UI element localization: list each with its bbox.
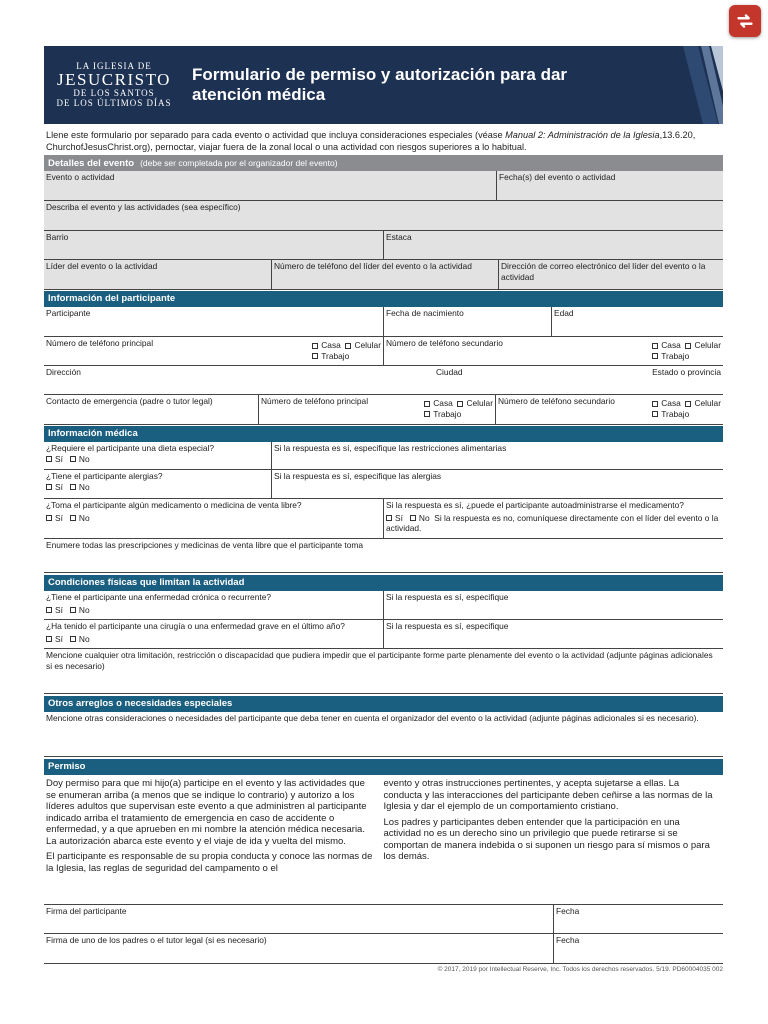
chronic-row	[44, 591, 723, 620]
event-label: Evento o actividad	[46, 172, 115, 182]
emergency-primary-cell-checkbox[interactable]	[457, 398, 493, 408]
event-dates-field[interactable]	[496, 171, 723, 200]
opt-cell-label: Celular	[466, 398, 493, 408]
ward-label: Barrio	[46, 232, 69, 242]
describe-field[interactable]	[44, 201, 723, 230]
participant-signature-row	[44, 904, 723, 934]
prescriptions-label: Enumere todas las prescripciones y medicinas de venta libre que el participante toma	[46, 540, 364, 550]
diet-options	[46, 454, 269, 465]
chronic-detail-label: Si la respuesta es sí, especifique	[386, 592, 509, 602]
event-field[interactable]	[44, 171, 496, 200]
leader-row	[44, 260, 723, 290]
opt-work-label: Trabajo	[321, 350, 350, 361]
participant-label: Participante	[46, 308, 91, 318]
yes-label: Sí	[395, 512, 403, 523]
event-subheading: (debe ser completada por el organizador del evento)	[140, 158, 338, 168]
primary-phone-field[interactable]	[44, 337, 383, 365]
prescriptions-field[interactable]	[44, 539, 723, 572]
yes-label: Sí	[55, 633, 63, 644]
describe-label: Describa el evento y las actividades (sea específico)	[46, 202, 241, 212]
surgery-options	[46, 634, 381, 645]
header-banner	[44, 46, 723, 124]
medical-heading: Información médica	[48, 428, 138, 439]
opt-cell-label: Celular	[694, 340, 721, 350]
church-logo	[44, 62, 184, 108]
copyright-footer: © 2017, 2019 por Intellectual Reserve, Inc. Todos los derechos reservados. 5/19. PD60004035 002	[437, 966, 723, 973]
chronic-question-text: ¿Tiene el participante una enfermedad crónica o recurrente?	[46, 592, 272, 602]
participant-row	[44, 307, 723, 337]
otc-detail-label: Si la respuesta es sí, ¿puede el participante autoadministrarse el medicamento?	[386, 500, 684, 510]
special-field[interactable]	[44, 712, 723, 756]
allergy-yes-checkbox[interactable]	[46, 482, 63, 492]
yes-label: Sí	[55, 604, 63, 615]
otc-question-text: ¿Toma el participante algún medicamento o medicina de venta libre?	[46, 500, 302, 510]
diet-row	[44, 442, 723, 470]
yes-label: Sí	[55, 512, 63, 523]
intro-text	[44, 124, 723, 155]
banner-stripes	[663, 46, 723, 124]
diet-yes-checkbox[interactable]	[46, 454, 63, 464]
leader-field[interactable]	[44, 260, 271, 289]
permission-p4: Los padres y participantes deben entender que la participación en una actividad no es un derecho sino un privilegio que puede retirarse si se comportan de manera indebida o si suponen un riesgo para sí mismos o para los demás.	[383, 816, 710, 862]
section-medical	[44, 426, 723, 442]
stake-field[interactable]	[383, 231, 723, 259]
logo-line-1: LA IGLESIA DE	[76, 60, 152, 71]
otc-self-options	[386, 513, 721, 534]
limits-row	[44, 649, 723, 694]
yes-label: Sí	[55, 481, 63, 492]
special-heading: Otros arreglos o necesidades especiales	[48, 698, 233, 709]
permission-text	[44, 775, 723, 904]
opt-home-label: Casa	[321, 340, 341, 350]
secondary-phone-field[interactable]	[383, 337, 723, 365]
emergency-secondary-label: Número de teléfono secundario	[498, 396, 615, 406]
logo-line-4: DE LOS ÚLTIMOS DÍAS	[56, 97, 172, 108]
permission-col-left	[46, 778, 384, 904]
leader-label: Líder del evento o la actividad	[46, 261, 158, 271]
no-label: No	[78, 512, 90, 523]
logo-line-2: JESUCRISTO	[57, 70, 171, 90]
surgery-row	[44, 620, 723, 649]
age-field[interactable]	[551, 307, 723, 336]
otc-no-checkbox[interactable]	[70, 513, 90, 523]
parent-date-field[interactable]	[553, 934, 723, 963]
event-heading: Detalles del evento	[48, 158, 135, 169]
opt-work-label: Trabajo	[433, 408, 462, 419]
participant-field[interactable]	[44, 307, 383, 336]
surgery-detail-field[interactable]	[383, 620, 723, 648]
participant-heading: Información del participante	[48, 293, 176, 304]
primary-phone-options	[312, 338, 381, 364]
address-field[interactable]	[44, 366, 434, 394]
diet-detail-field[interactable]	[271, 442, 723, 469]
parent-signature-field[interactable]	[44, 934, 553, 963]
participant-date-label: Fecha	[556, 906, 580, 916]
secondary-cell-checkbox[interactable]	[685, 340, 721, 350]
otc-options	[46, 513, 381, 524]
otc-no-note: Si la respuesta es no, comuníquese directamente con el líder del evento o la actividad.	[386, 512, 719, 533]
age-label: Edad	[554, 308, 574, 318]
special-text: Mencione otras consideraciones o necesidades del participante que deba tener en cuenta el organizador del evento o la actividad (adjunte páginas adicionales si es necesario).	[46, 713, 699, 723]
emergency-secondary-home-checkbox[interactable]	[652, 398, 681, 408]
permission-heading: Permiso	[48, 761, 86, 772]
address-row	[44, 366, 723, 395]
ward-field[interactable]	[44, 231, 383, 259]
participant-signature-field[interactable]	[44, 905, 553, 933]
physical-heading: Condiciones físicas que limitan la actividad	[48, 577, 245, 588]
parent-signature-row	[44, 934, 723, 964]
allergy-question	[44, 470, 271, 498]
city-label: Ciudad	[436, 367, 463, 377]
chronic-no-checkbox[interactable]	[70, 605, 90, 615]
opt-home-label: Casa	[433, 398, 453, 408]
emergency-label: Contacto de emergencia (padre o tutor legal)	[46, 396, 213, 406]
allergy-row	[44, 470, 723, 499]
limits-field[interactable]	[44, 649, 723, 693]
emergency-primary-home-checkbox[interactable]	[424, 398, 453, 408]
diet-detail-label: Si la respuesta es sí, especifique las restricciones alimentarias	[274, 443, 507, 453]
otc-self-yes-checkbox[interactable]	[386, 513, 403, 523]
event-row	[44, 171, 723, 201]
surgery-detail-label: Si la respuesta es sí, especifique	[386, 621, 509, 631]
leader-phone-field[interactable]	[271, 260, 498, 289]
otc-detail-field[interactable]	[383, 499, 723, 538]
parent-date-label: Fecha	[556, 935, 580, 945]
chronic-question	[44, 591, 383, 619]
city-field[interactable]	[434, 366, 584, 394]
dob-field[interactable]	[383, 307, 551, 336]
surgery-yes-checkbox[interactable]	[46, 634, 63, 644]
section-permission	[44, 759, 723, 775]
no-label: No	[78, 604, 90, 615]
section-event-details	[44, 155, 723, 171]
state-label: Estado o provincia	[652, 367, 721, 377]
allergy-detail-label: Si la respuesta es sí, especifique las alergias	[274, 471, 442, 481]
opt-home-label: Casa	[661, 398, 681, 408]
emergency-primary-options	[424, 396, 493, 423]
allergy-no-checkbox[interactable]	[70, 482, 90, 492]
secondary-phone-label: Número de teléfono secundario	[386, 338, 503, 348]
yes-label: Sí	[55, 453, 63, 464]
emergency-primary-field[interactable]	[258, 395, 495, 424]
secondary-phone-options	[652, 338, 721, 364]
opt-home-label: Casa	[661, 340, 681, 350]
no-label: No	[418, 512, 430, 523]
state-field[interactable]	[584, 366, 723, 394]
describe-row	[44, 201, 723, 231]
surgery-no-checkbox[interactable]	[70, 634, 90, 644]
otc-question	[44, 499, 383, 538]
intro-part1: Llene este formulario por separado para cada evento o actividad que incluya consideraciones especiales (véase	[46, 130, 506, 140]
allergy-question-text: ¿Tiene el participante alergias?	[46, 471, 163, 481]
allergy-options	[46, 482, 269, 493]
otc-yes-checkbox[interactable]	[46, 513, 63, 523]
diet-no-checkbox[interactable]	[70, 454, 90, 464]
intro-manual: Manual 2: Administración de la Iglesia	[505, 130, 660, 140]
primary-phone-label: Número de teléfono principal	[46, 338, 154, 348]
diet-question	[44, 442, 271, 469]
participant-signature-label: Firma del participante	[46, 906, 127, 916]
logo-line-3: DE LOS SANTOS	[73, 88, 155, 99]
section-special	[44, 696, 723, 712]
opt-cell-label: Celular	[354, 340, 381, 350]
leader-email-label: Dirección de correo electrónico del líder del evento o la actividad	[501, 261, 706, 282]
section-physical	[44, 575, 723, 591]
diet-question-text: ¿Requiere el participante una dieta especial?	[46, 443, 215, 453]
otc-row	[44, 499, 723, 539]
dob-label: Fecha de nacimiento	[386, 308, 464, 318]
no-label: No	[78, 453, 90, 464]
ward-row	[44, 231, 723, 260]
emergency-secondary-cell-checkbox[interactable]	[685, 398, 721, 408]
permission-p1: Doy permiso para que mi hijo(a) participe en el evento y las actividades que se enumeran arriba (a menos que se indique lo contrario) y autorizo a los líderes adultos que supervisan este evento a que administren al participante indicado arriba el tratamiento de emergencia en caso de accidente o enfermedad, y a que aprueben en mi nombre la atención médica necesaria. La autorización abarca este evento y el viaje de ida y vuelta del mismo.	[46, 778, 367, 847]
primary-home-checkbox[interactable]	[312, 340, 341, 350]
opt-work-label: Trabajo	[661, 408, 690, 419]
permission-p3: evento y otras instrucciones pertinentes, y acepta sujetarse a ellas. La conducta y las interacciones del participante deben ceñirse a las normas de la Iglesia y dar el ejemplo de un comportamiento cristiano.	[383, 778, 713, 812]
leader-phone-label: Número de teléfono del líder del evento o la actividad	[274, 261, 472, 271]
chronic-detail-field[interactable]	[383, 591, 723, 619]
emergency-secondary-field[interactable]	[495, 395, 723, 424]
primary-cell-checkbox[interactable]	[345, 340, 381, 350]
participant-date-field[interactable]	[553, 905, 723, 933]
chronic-options	[46, 605, 381, 616]
surgery-question-text: ¿Ha tenido el participante una cirugía o una enfermedad grave en el último año?	[46, 621, 345, 631]
emergency-primary-work-checkbox[interactable]	[424, 409, 461, 419]
emergency-row	[44, 395, 723, 425]
swap-icon[interactable]	[729, 5, 761, 37]
opt-work-label: Trabajo	[661, 350, 690, 361]
emergency-primary-label: Número de teléfono principal	[261, 396, 369, 406]
chronic-yes-checkbox[interactable]	[46, 605, 63, 615]
parent-signature-label: Firma de uno de los padres o el tutor legal (si es necesario)	[46, 935, 267, 945]
surgery-question	[44, 620, 383, 648]
permission-p2: El participante es responsable de su propia conducta y conoce las normas de la Iglesia, las reglas de seguridad del campamento o el	[46, 851, 373, 874]
emergency-secondary-work-checkbox[interactable]	[652, 409, 689, 419]
prescriptions-row	[44, 539, 723, 573]
special-row	[44, 712, 723, 757]
section-participant	[44, 291, 723, 307]
limits-label: Mencione cualquier otra limitación, restricción o discapacidad que pudiera impedir que el participante forme parte plenamente del evento o la actividad (adjunte páginas adicionales si es necesario)	[46, 650, 713, 671]
no-label: No	[78, 633, 90, 644]
leader-email-field[interactable]	[498, 260, 723, 289]
permission-col-right	[384, 778, 722, 904]
no-label: No	[78, 481, 90, 492]
address-label: Dirección	[46, 367, 81, 377]
emergency-secondary-options	[652, 396, 721, 423]
otc-self-no-checkbox[interactable]	[410, 513, 430, 523]
emergency-contact-field[interactable]	[44, 395, 258, 424]
secondary-work-checkbox[interactable]	[652, 351, 689, 361]
form-title: Formulario de permiso y autorización para dar atención médica	[192, 64, 568, 104]
form-page	[44, 46, 723, 973]
event-dates-label: Fecha(s) del evento o actividad	[499, 172, 616, 182]
intro-part2: ,13.6.20, ChurchofJesusChrist.org), pernoctar, viajar fuera de la zonal local o una actividad con riesgos superiores a lo habitual.	[46, 130, 696, 152]
opt-cell-label: Celular	[694, 398, 721, 408]
secondary-home-checkbox[interactable]	[652, 340, 681, 350]
primary-work-checkbox[interactable]	[312, 351, 349, 361]
phones-row	[44, 337, 723, 366]
allergy-detail-field[interactable]	[271, 470, 723, 498]
stake-label: Estaca	[386, 232, 412, 242]
